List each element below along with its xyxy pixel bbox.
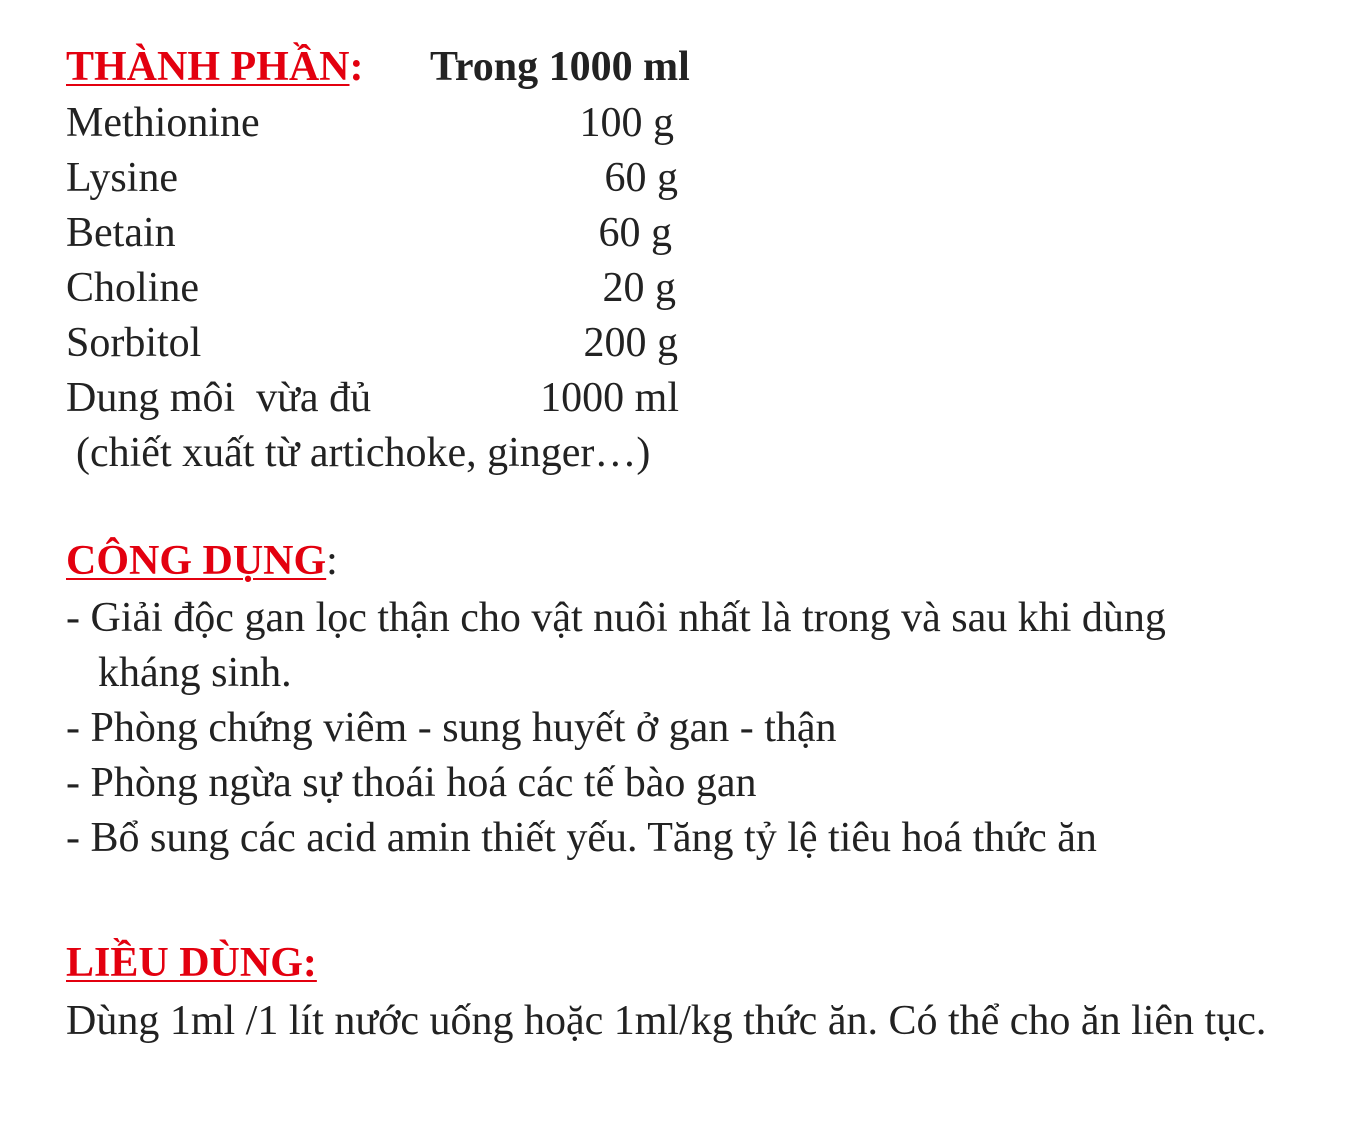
ingredient-name-choline: Choline	[66, 265, 199, 311]
dosage-heading: LIỀU DÙNG:	[66, 940, 317, 986]
uses-item-2: - Phòng chứng viêm - sung huyết ở gan - thận	[66, 705, 837, 751]
ingredient-amount-methionine: 100 g	[579, 100, 674, 146]
uses-heading: CÔNG DỤNG	[66, 538, 327, 584]
ingredient-amount-sorbitol: 200 g	[583, 320, 678, 366]
ingredient-name-lysine: Lysine	[66, 155, 178, 201]
uses-item-4: - Bổ sung các acid amin thiết yếu. Tăng tỷ lệ tiêu hoá thức ăn	[66, 815, 1097, 861]
uses-item-1-continued: kháng sinh.	[98, 650, 292, 696]
uses-item-1: - Giải độc gan lọc thận cho vật nuôi nhất là trong và sau khi dùng	[66, 595, 1166, 641]
ingredients-per-label: Trong 1000 ml	[430, 44, 690, 90]
ingredient-name-methionine: Methionine	[66, 100, 260, 146]
ingredients-heading-row	[66, 46, 364, 88]
ingredient-amount-choline: 20 g	[602, 265, 676, 311]
uses-item-3: - Phòng ngừa sự thoái hoá các tế bào gan	[66, 760, 757, 806]
uses-heading-colon: :	[326, 538, 338, 584]
ingredient-name-betain: Betain	[66, 210, 176, 256]
ingredient-name-sorbitol: Sorbitol	[66, 320, 202, 366]
ingredient-name-solvent: Dung môi vừa đủ	[66, 375, 372, 421]
ingredients-note: (chiết xuất từ artichoke, ginger…)	[76, 430, 651, 476]
ingredients-heading-colon: :	[349, 44, 364, 90]
ingredient-amount-betain: 60 g	[598, 210, 672, 256]
dosage-text: Dùng 1ml /1 lít nước uống hoặc 1ml/kg thức ăn. Có thể cho ăn liên tục.	[66, 998, 1267, 1044]
ingredient-amount-solvent: 1000 ml	[540, 375, 679, 421]
ingredients-heading: THÀNH PHẦN	[66, 44, 350, 90]
ingredient-amount-lysine: 60 g	[604, 155, 678, 201]
uses-heading-row	[66, 540, 338, 582]
